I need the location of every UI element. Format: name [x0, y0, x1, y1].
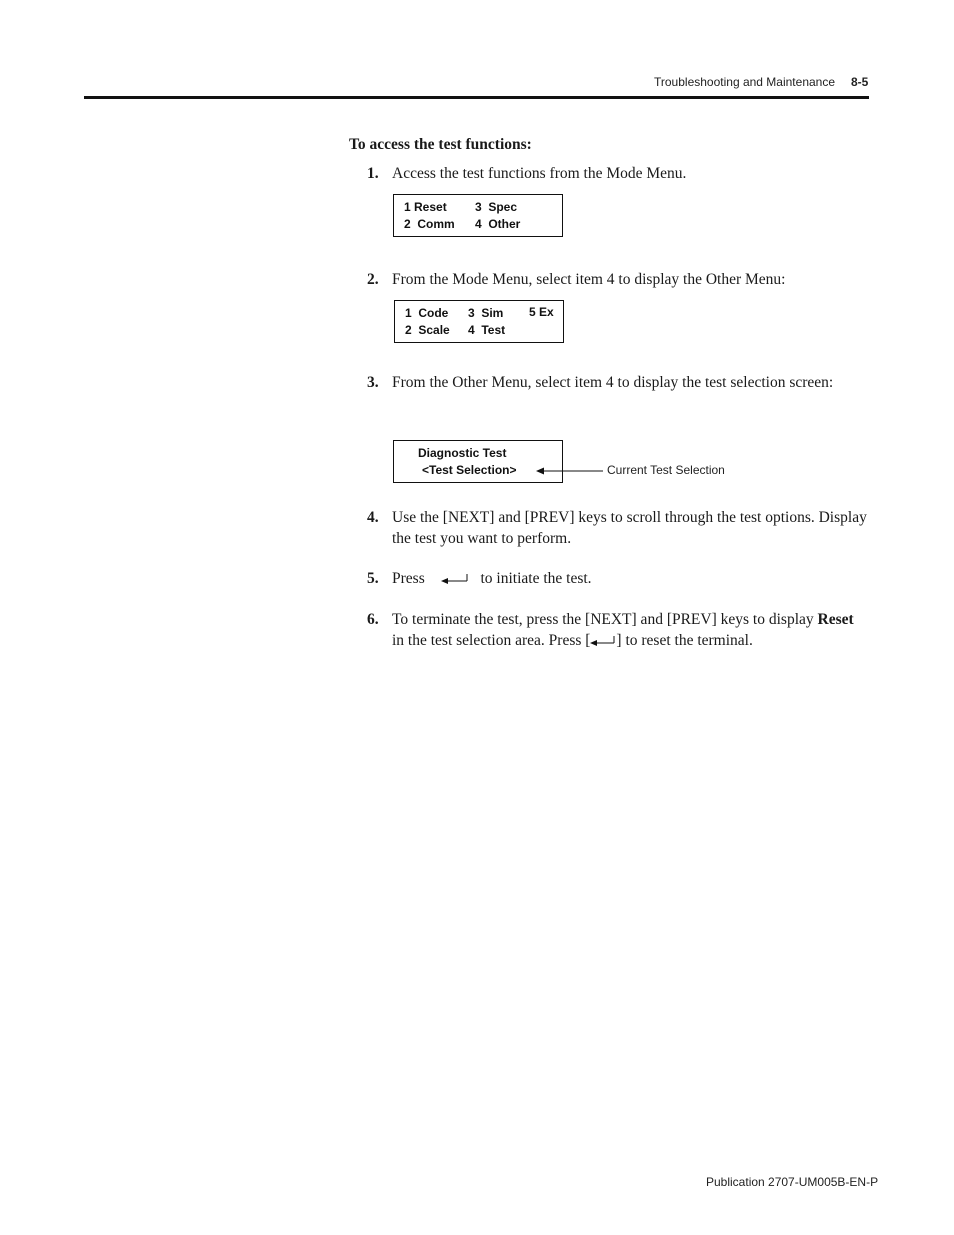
mode-menu-item-4: 4 Other	[475, 217, 521, 231]
enter-key-icon	[441, 573, 467, 585]
mode-menu-item-2: 2 Comm	[404, 217, 455, 231]
step-number: 3.	[367, 374, 379, 391]
reset-keyword: Reset	[817, 611, 854, 628]
step-number: 4.	[367, 509, 379, 526]
callout-label: Current Test Selection	[607, 463, 725, 477]
step-number: 5.	[367, 570, 379, 587]
step-text	[392, 569, 867, 590]
step-text-part: in the test selection area. Press [	[392, 631, 591, 649]
test-screen-line-2: <Test Selection>	[422, 463, 517, 477]
other-menu-item-4: 4 Test	[468, 323, 506, 337]
step-text-part: ] to reset the terminal.	[616, 631, 753, 649]
step-text: Use the [NEXT] and [PREV] keys to scroll through the test options. Display the test you want to perform.	[392, 509, 867, 547]
mode-menu-item-3: 3 Spec	[475, 200, 518, 214]
step-text-after: to initiate the test.	[480, 570, 592, 587]
other-menu-item-2: 2 Scale	[405, 323, 450, 337]
other-menu-display	[394, 300, 564, 343]
step-number: 6.	[367, 611, 379, 628]
step-text: Access the test functions from the Mode Menu.	[392, 165, 687, 182]
enter-key-icon	[590, 635, 616, 647]
step-text-before: Press	[392, 570, 425, 587]
running-header-title: Troubleshooting and Maintenance	[654, 75, 836, 89]
page-number: 8-5	[851, 75, 869, 89]
callout-arrow	[535, 464, 605, 478]
publication-footer: Publication 2707-UM005B-EN-P	[706, 1175, 879, 1189]
step-text-part: To terminate the test, press the [NEXT] and [PREV] keys to display	[392, 611, 818, 628]
procedure-heading: To access the test functions:	[349, 136, 532, 153]
mode-menu-item-1: 1 Reset	[404, 200, 447, 214]
step-number: 1.	[367, 165, 379, 182]
header-rule	[84, 96, 869, 99]
mode-menu-display	[393, 194, 563, 237]
other-menu-item-1: 1 Code	[405, 306, 449, 320]
step-text	[392, 610, 867, 651]
step-text: From the Mode Menu, select item 4 to display the Other Menu:	[392, 271, 786, 288]
test-screen-line-1: Diagnostic Test	[418, 446, 507, 460]
other-menu-item-3: 3 Sim	[468, 306, 504, 320]
step-number: 2.	[367, 271, 379, 288]
other-menu-item-5: 5 Ex	[529, 305, 554, 319]
step-text: From the Other Menu, select item 4 to display the test selection screen:	[392, 374, 834, 391]
